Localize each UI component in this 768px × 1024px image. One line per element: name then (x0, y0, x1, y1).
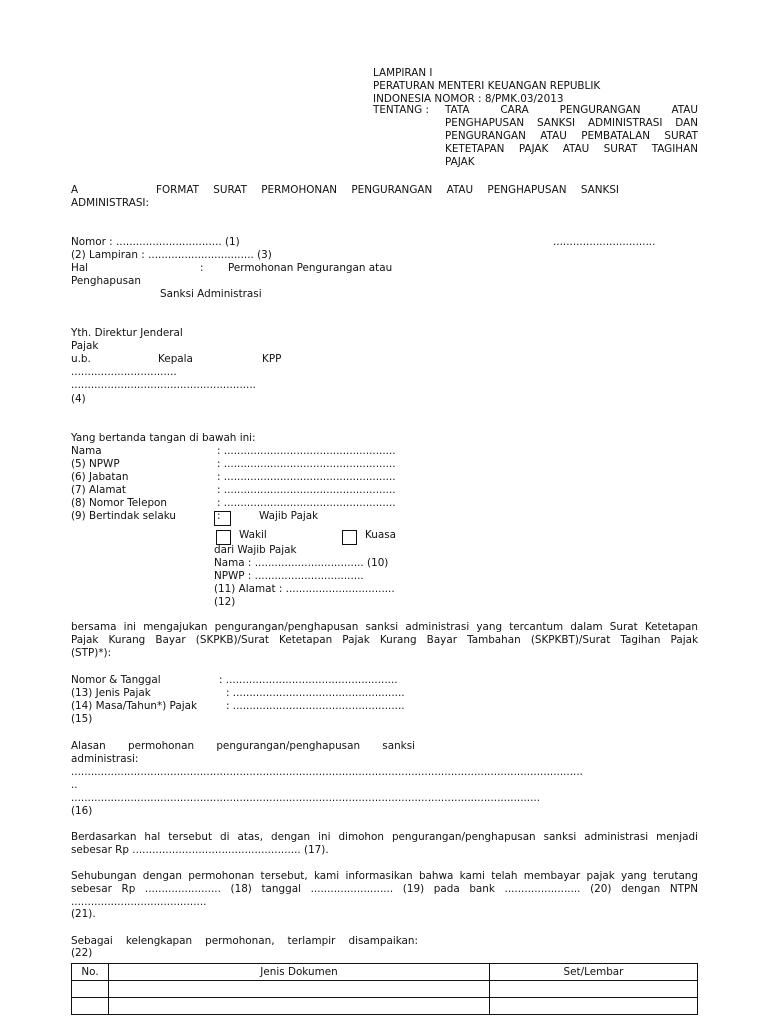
date-placeholder: ............................... (553, 236, 656, 248)
dari-wajib-pajak: dari Wajib Pajak (214, 544, 297, 556)
signer-value-npwp: : .................................................... (217, 458, 396, 470)
bertindak-label: (9) Bertindak selaku (71, 510, 176, 522)
lampiran-label: LAMPIRAN I (373, 67, 433, 79)
para3-line-3: ......................................... (71, 896, 207, 908)
number-15: (15) (71, 713, 93, 725)
wakil-checkbox[interactable] (216, 530, 231, 545)
alasan-line-2: administrasi: (71, 753, 139, 765)
lampiran-field: (2) Lampiran : ................................ (3) (71, 249, 272, 261)
signer-label-telepon: (8) Nomor Telepon (71, 497, 167, 509)
tentang-line-1: TATA CARA PENGURANGAN ATAU (445, 104, 698, 116)
hal-label: Hal (71, 262, 89, 274)
tax-value-masa: : .................................................... (226, 700, 405, 712)
hal-value-line-2: Penghapusan (71, 275, 141, 287)
para2-line-2: sebesar Rp ................................................... (17). (71, 844, 329, 856)
recipient-ub: u.b. (71, 353, 91, 365)
table-cell (109, 998, 490, 1015)
para1-line-3: (STP)*): (71, 647, 112, 659)
recipient-kpp: KPP (262, 353, 282, 365)
wakil-npwp-field: NPWP : ................................. (214, 570, 364, 582)
para2-line-1: Berdasarkan hal tersebut di atas, dengan ini dimohon pengurangan/penghapusan sanksi administrasi menjadi (71, 831, 698, 843)
wakil-nama-field: Nama : ................................. (10) (214, 557, 389, 569)
signer-value-jabatan: : .................................................... (217, 471, 396, 483)
bertindak-colon: : (217, 510, 221, 522)
tentang-line-4: KETETAPAN PAJAK ATAU SURAT TAGIHAN (445, 143, 698, 155)
signer-value-alamat: : .................................................... (217, 484, 396, 496)
tax-label-masa: (14) Masa/Tahun*) Pajak (71, 700, 197, 712)
number-22: (22) (71, 947, 93, 959)
wakil-alamat-field: (11) Alamat : ................................. (214, 583, 395, 595)
section-title-line-1: FORMAT SURAT PERMOHONAN PENGURANGAN ATAU PENGHAPUSAN SANKSI (156, 184, 619, 196)
documents-table (71, 963, 698, 1015)
alasan-dots-3: .............................................................................................................................................. (71, 792, 541, 804)
alasan-dots-1: ........................................................................................................................................................... (71, 766, 583, 778)
tentang-line-2: PENGHAPUSAN SANKSI ADMINISTRASI DAN (445, 117, 698, 129)
tentang-label: TENTANG : (373, 104, 429, 116)
section-letter: A (71, 184, 79, 196)
table-cell (109, 981, 490, 998)
wakil-label: Wakil (239, 529, 267, 541)
tentang-line-5: PAJAK (445, 156, 475, 168)
recipient-dots-2: ........................................................ (71, 379, 256, 391)
table-header-row (72, 964, 698, 981)
kuasa-checkbox[interactable] (342, 530, 357, 545)
recipient-number: (4) (71, 393, 86, 405)
signer-label-npwp: (5) NPWP (71, 458, 120, 470)
table-cell (72, 998, 109, 1015)
section-title-line-2: ADMINISTRASI: (71, 197, 149, 209)
signer-value-nama: : .................................................... (217, 445, 396, 457)
signer-label-nama: Nama (71, 445, 102, 457)
column-header-jenis-dokumen: Jenis Dokumen (109, 964, 490, 981)
recipient-line-1: Yth. Direktur Jenderal (71, 327, 183, 339)
para3-line-1: Sehubungan dengan permohonan tersebut, kami informasikan bahwa kami telah membayar pajak yang terutang (71, 870, 698, 882)
number-16: (16) (71, 805, 93, 817)
tax-label-jenis: (13) Jenis Pajak (71, 687, 151, 699)
table-row (72, 981, 698, 998)
signer-label-alamat: (7) Alamat (71, 484, 126, 496)
alasan-dots-2: .. (71, 779, 78, 791)
tentang-line-3: PENGURANGAN ATAU PEMBATALAN SURAT (445, 130, 698, 142)
number-21: (21). (71, 908, 96, 920)
table-cell (490, 998, 698, 1015)
tax-value-jenis: : .................................................... (226, 687, 405, 699)
para3-line-2: sebesar Rp ....................... (18) tanggal ......................... (19) pada bank ....................... (20) dengan NTPN (71, 883, 698, 895)
table-cell (72, 981, 109, 998)
signer-label-jabatan: (6) Jabatan (71, 471, 129, 483)
hal-value: Permohonan Pengurangan atau (228, 262, 393, 274)
recipient-line-2: Pajak (71, 340, 99, 352)
hal-value-line-3: Sanksi Administrasi (160, 288, 262, 300)
lampiran-intro: Sebagai kelengkapan permohonan, terlampir disampaikan: (71, 935, 418, 947)
signer-intro: Yang bertanda tangan di bawah ini: (71, 432, 256, 444)
hal-separator: : (200, 262, 204, 274)
table-cell (490, 981, 698, 998)
column-header-set-lembar: Set/Lembar (490, 964, 698, 981)
tax-value-nomor: : .................................................... (219, 674, 398, 686)
regulation-line-1: PERATURAN MENTERI KEUANGAN REPUBLIK (373, 80, 601, 92)
para1-line-1: bersama ini mengajukan pengurangan/penghapusan sanksi administrasi yang tercantum dalam Surat Ketetapan (71, 621, 698, 633)
recipient-dots-1: ................................ (71, 366, 177, 378)
wajib-pajak-label: Wajib Pajak (259, 510, 319, 522)
table-row (72, 998, 698, 1015)
kuasa-label: Kuasa (365, 529, 397, 541)
nomor-field: Nomor : ................................ (1) (71, 236, 240, 248)
tax-label-nomor: Nomor & Tanggal (71, 674, 161, 686)
wakil-number-12: (12) (214, 596, 236, 608)
recipient-kepala: Kepala (158, 353, 193, 365)
alasan-line-1: Alasan permohonan pengurangan/penghapusan sanksi (71, 740, 415, 752)
column-header-no: No. (72, 964, 109, 981)
signer-value-telepon: : .................................................... (217, 497, 396, 509)
para1-line-2: Pajak Kurang Bayar (SKPKB)/Surat Ketetapan Pajak Kurang Bayar Tambahan (SKPKBT)/Surat Tagihan Pajak (71, 634, 698, 646)
regulation-line-2: INDONESIA NOMOR : 8/PMK.03/2013 (373, 93, 564, 105)
